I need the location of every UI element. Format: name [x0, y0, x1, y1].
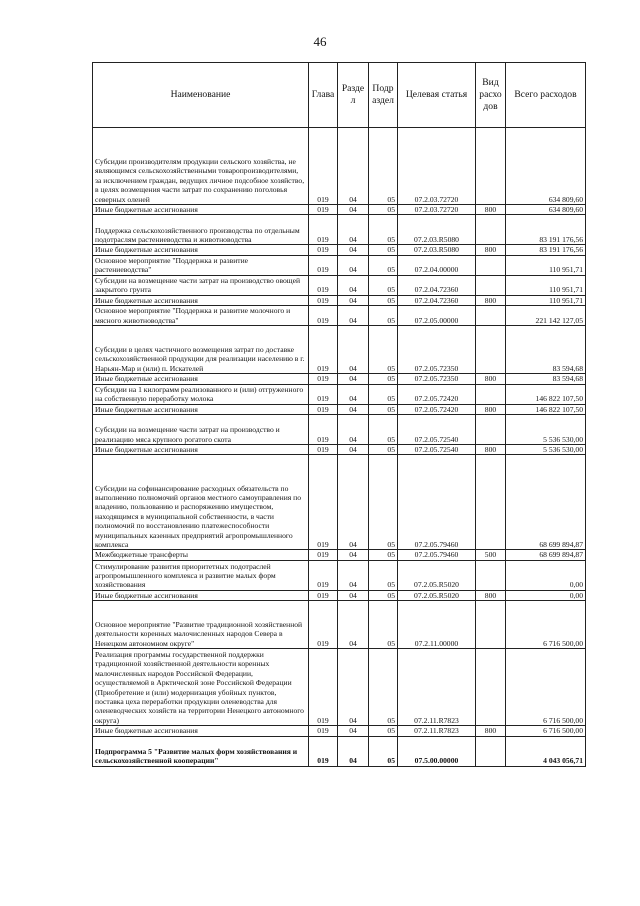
row-target: 07.2.05.R5020 [398, 590, 476, 600]
row-name: Субсидии производителям продукции сельского хозяйства, не являющимся сельскохозяйственными товаропроизводителями, за исключением граждан, ведущих личное подсобное хозяйство, в целях возмещения части затрат по сохранению поголовья северных оленей [93, 128, 309, 205]
table-row [93, 374, 586, 384]
row-subsection: 05 [369, 384, 398, 404]
row-section: 04 [338, 550, 369, 560]
row-target: 07.2.05.72540 [398, 445, 476, 455]
row-total: 634 809,60 [506, 205, 586, 215]
row-type: 800 [476, 295, 506, 305]
table-row [93, 415, 586, 445]
row-subsection: 05 [369, 550, 398, 560]
row-target: 07.2.04.72360 [398, 275, 476, 295]
header-subsection: Подр аздел [369, 63, 398, 128]
row-target: 07.5.00.00000 [398, 736, 476, 766]
table-row [93, 726, 586, 736]
table-body [93, 128, 586, 767]
row-type: 500 [476, 550, 506, 560]
row-section: 04 [338, 736, 369, 766]
row-total: 83 594,68 [506, 326, 586, 374]
row-type: 800 [476, 374, 506, 384]
row-name: Субсидии на возмещение части затрат на производство и реализацию мяса крупного рогатого скота [93, 415, 309, 445]
row-type [476, 128, 506, 205]
row-total: 110 951,71 [506, 275, 586, 295]
row-section: 04 [338, 326, 369, 374]
row-subsection: 05 [369, 215, 398, 245]
header-section: Разде л [338, 63, 369, 128]
row-chapter: 019 [309, 295, 338, 305]
row-type: 800 [476, 404, 506, 414]
table-row [93, 255, 586, 275]
row-target: 07.2.04.72360 [398, 295, 476, 305]
row-name: Иные бюджетные ассигнования [93, 726, 309, 736]
row-subsection: 05 [369, 590, 398, 600]
row-type: 800 [476, 590, 506, 600]
row-chapter: 019 [309, 205, 338, 215]
page-number: 46 [313, 34, 327, 49]
row-section: 04 [338, 374, 369, 384]
row-section: 04 [338, 455, 369, 550]
header-name: Наименование [93, 63, 309, 128]
row-target: 07.2.05.72420 [398, 384, 476, 404]
row-section: 04 [338, 404, 369, 414]
table-row [93, 455, 586, 550]
row-chapter: 019 [309, 275, 338, 295]
row-chapter: 019 [309, 245, 338, 255]
row-type [476, 306, 506, 326]
row-name: Поддержка сельскохозяйственного производства по отдельным подотраслям растениеводства и животноводства [93, 215, 309, 245]
header-target: Целевая статья [398, 63, 476, 128]
row-name: Субсидии на софинансирование расходных обязательств по выполнению полномочий органов местного самоуправления по владению, пользованию и распоряжению имуществом, находящимся в муниципальной собственности, в части полномочий по восстановлению платежеспособности муниципальных казенных предприятий агропромышленного комплекса [93, 455, 309, 550]
row-type [476, 326, 506, 374]
row-name: Субсидии в целях частичного возмещения затрат по доставке сельскохозяйственной продукции для реализации населению в г. Нарьян-Мар и (или) п. Искателей [93, 326, 309, 374]
row-subsection: 05 [369, 205, 398, 215]
table-row [93, 590, 586, 600]
row-target: 07.2.05.72540 [398, 415, 476, 445]
row-subsection: 05 [369, 560, 398, 590]
row-total: 5 536 530,00 [506, 415, 586, 445]
row-subsection: 05 [369, 128, 398, 205]
row-total: 0,00 [506, 590, 586, 600]
row-target: 07.2.05.R5020 [398, 560, 476, 590]
row-type [476, 455, 506, 550]
row-total: 5 536 530,00 [506, 445, 586, 455]
row-type: 800 [476, 245, 506, 255]
table-row [93, 601, 586, 649]
row-section: 04 [338, 215, 369, 245]
row-chapter: 019 [309, 306, 338, 326]
row-target: 07.2.05.72350 [398, 374, 476, 384]
header-total: Всего расходов [506, 63, 586, 128]
row-total: 83 191 176,56 [506, 215, 586, 245]
row-subsection: 05 [369, 601, 398, 649]
row-total: 6 716 500,00 [506, 726, 586, 736]
row-target: 07.2.11.R7823 [398, 649, 476, 726]
row-target: 07.2.11.R7823 [398, 726, 476, 736]
row-name: Иные бюджетные ассигнования [93, 205, 309, 215]
row-section: 04 [338, 205, 369, 215]
table-row [93, 384, 586, 404]
row-section: 04 [338, 128, 369, 205]
row-type [476, 255, 506, 275]
table-row [93, 295, 586, 305]
table-row [93, 306, 586, 326]
row-total: 6 716 500,00 [506, 649, 586, 726]
row-type: 800 [476, 726, 506, 736]
table-row [93, 245, 586, 255]
row-name: Иные бюджетные ассигнования [93, 445, 309, 455]
row-type [476, 736, 506, 766]
row-chapter: 019 [309, 255, 338, 275]
row-subsection: 05 [369, 649, 398, 726]
row-section: 04 [338, 415, 369, 445]
row-section: 04 [338, 295, 369, 305]
row-total: 221 142 127,05 [506, 306, 586, 326]
row-subsection: 05 [369, 374, 398, 384]
table-header-row [93, 63, 586, 128]
row-subsection: 05 [369, 295, 398, 305]
row-subsection: 05 [369, 455, 398, 550]
table-row [93, 649, 586, 726]
row-total: 83 594,68 [506, 374, 586, 384]
row-target: 07.2.03.72720 [398, 205, 476, 215]
row-section: 04 [338, 255, 369, 275]
row-subsection: 05 [369, 736, 398, 766]
row-subsection: 05 [369, 245, 398, 255]
table-row [93, 736, 586, 766]
header-type: Вид расхо дов [476, 63, 506, 128]
row-type [476, 384, 506, 404]
row-section: 04 [338, 384, 369, 404]
row-chapter: 019 [309, 128, 338, 205]
row-name: Основное мероприятие "Поддержка и развитие растениеводства" [93, 255, 309, 275]
row-chapter: 019 [309, 326, 338, 374]
row-total: 6 716 500,00 [506, 601, 586, 649]
row-target: 07.2.03.R5080 [398, 245, 476, 255]
row-chapter: 019 [309, 550, 338, 560]
row-type [476, 560, 506, 590]
table-row [93, 215, 586, 245]
row-section: 04 [338, 560, 369, 590]
table-row [93, 205, 586, 215]
row-name: Иные бюджетные ассигнования [93, 590, 309, 600]
row-target: 07.2.05.72350 [398, 326, 476, 374]
row-subsection: 05 [369, 404, 398, 414]
row-type [476, 601, 506, 649]
row-target: 07.2.05.79460 [398, 455, 476, 550]
row-section: 04 [338, 306, 369, 326]
row-type [476, 649, 506, 726]
row-chapter: 019 [309, 649, 338, 726]
row-subsection: 05 [369, 275, 398, 295]
row-chapter: 019 [309, 384, 338, 404]
row-target: 07.2.05.00000 [398, 306, 476, 326]
row-total: 110 951,71 [506, 255, 586, 275]
row-total: 83 191 176,56 [506, 245, 586, 255]
row-name: Субсидии на 1 килограмм реализованного и (или) отгруженного на собственную переработку молока [93, 384, 309, 404]
row-name: Субсидии на возмещение части затрат на производство овощей закрытого грунта [93, 275, 309, 295]
row-subsection: 05 [369, 326, 398, 374]
budget-table [92, 62, 586, 767]
row-total: 146 822 107,50 [506, 404, 586, 414]
table-row [93, 326, 586, 374]
row-type: 800 [476, 205, 506, 215]
row-target: 07.2.11.00000 [398, 601, 476, 649]
row-total: 634 809,60 [506, 128, 586, 205]
row-target: 07.2.03.72720 [398, 128, 476, 205]
header-chapter: Глава [309, 63, 338, 128]
row-chapter: 019 [309, 590, 338, 600]
table-row [93, 445, 586, 455]
row-section: 04 [338, 649, 369, 726]
row-subsection: 05 [369, 726, 398, 736]
row-section: 04 [338, 275, 369, 295]
row-name: Иные бюджетные ассигнования [93, 245, 309, 255]
row-target: 07.2.05.79460 [398, 550, 476, 560]
row-type [476, 275, 506, 295]
row-total: 110 951,71 [506, 295, 586, 305]
row-chapter: 019 [309, 560, 338, 590]
row-chapter: 019 [309, 726, 338, 736]
row-total: 146 822 107,50 [506, 384, 586, 404]
row-chapter: 019 [309, 445, 338, 455]
row-type [476, 415, 506, 445]
row-name: Основное мероприятие "Развитие традиционной хозяйственной деятельности коренных малочисленных народов Севера в Ненецком автономном округе" [93, 601, 309, 649]
table-row [93, 275, 586, 295]
row-name: Межбюджетные трансферты [93, 550, 309, 560]
row-type: 800 [476, 445, 506, 455]
row-subsection: 05 [369, 306, 398, 326]
row-chapter: 019 [309, 736, 338, 766]
row-type [476, 215, 506, 245]
row-chapter: 019 [309, 455, 338, 550]
row-total: 68 699 894,87 [506, 550, 586, 560]
row-total: 68 699 894,87 [506, 455, 586, 550]
row-name: Иные бюджетные ассигнования [93, 404, 309, 414]
row-section: 04 [338, 445, 369, 455]
table-row [93, 560, 586, 590]
row-section: 04 [338, 590, 369, 600]
row-section: 04 [338, 245, 369, 255]
row-chapter: 019 [309, 404, 338, 414]
row-name: Основное мероприятие "Поддержка и развитие молочного и мясного животноводства" [93, 306, 309, 326]
table-row [93, 128, 586, 205]
row-chapter: 019 [309, 601, 338, 649]
row-target: 07.2.03.R5080 [398, 215, 476, 245]
table-row [93, 550, 586, 560]
row-chapter: 019 [309, 374, 338, 384]
row-subsection: 05 [369, 445, 398, 455]
row-subsection: 05 [369, 255, 398, 275]
row-section: 04 [338, 601, 369, 649]
row-target: 07.2.05.72420 [398, 404, 476, 414]
row-subsection: 05 [369, 415, 398, 445]
row-name: Иные бюджетные ассигнования [93, 374, 309, 384]
row-total: 0,00 [506, 560, 586, 590]
table-row [93, 404, 586, 414]
row-total: 4 043 056,71 [506, 736, 586, 766]
row-target: 07.2.04.00000 [398, 255, 476, 275]
row-chapter: 019 [309, 215, 338, 245]
row-chapter: 019 [309, 415, 338, 445]
row-name: Иные бюджетные ассигнования [93, 295, 309, 305]
row-name: Реализация программы государственной поддержки традиционной хозяйственной деятельности коренных малочисленных народов Российской Федерации, осуществляемой в Арктической зоне Российской Федерации (Приобретение и (или) модернизация убойных пунктов, поставка цеха переработки продукции оленеводства для оленеводческих хозяйств на территории Ненецкого автономного округа) [93, 649, 309, 726]
row-name: Стимулирование развития приоритетных подотраслей агропромышленного комплекса и развитие малых форм хозяйствования [93, 560, 309, 590]
row-name: Подпрограмма 5 "Развитие малых форм хозяйствования и сельскохозяйственной кооперации" [93, 736, 309, 766]
row-section: 04 [338, 726, 369, 736]
